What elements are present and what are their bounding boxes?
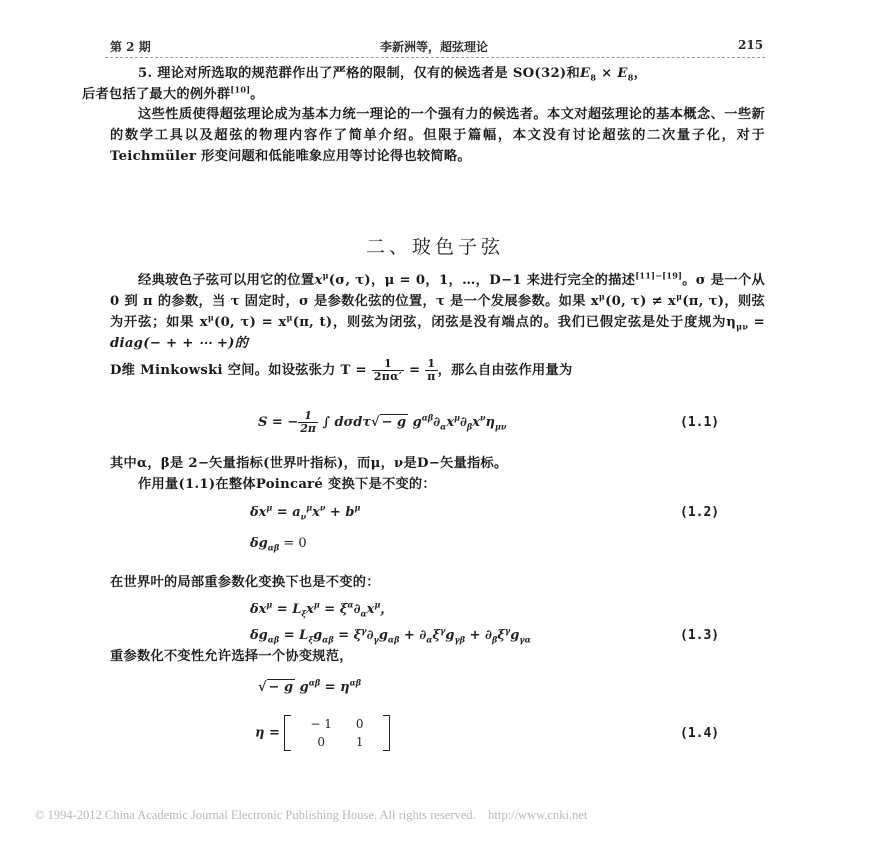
frac-den-2: π [427, 370, 436, 383]
eq-plus-b: + b [325, 505, 355, 520]
eq-dg: δg [250, 536, 268, 551]
item5-text: 5. 理论对所选取的规范群作出了严格的限制，仅有的候选者是 SO(32)和 [138, 66, 580, 81]
eq-x2: x [366, 602, 375, 617]
eq-ab2: αβ [349, 677, 362, 688]
tension-text-b: ，那么自由弦作用量为 [437, 363, 573, 378]
x-symbol: x [314, 273, 323, 288]
eq-ab-sub: αβ [267, 542, 280, 553]
eq-ab: αβ [308, 677, 321, 688]
equation-1-3a: $\delta x^\mu = L_\xi x^\mu = \xi^\alpha\partial_\alpha x^\mu$， [250, 599, 394, 619]
paragraph-poincare: 作用量(1.1)在整体Poincaré 变换下是不变的： [138, 477, 436, 492]
eq-g4: g [510, 628, 520, 643]
paragraph-local: 在世界叶的局部重参数化变换下也是不变的： [110, 575, 380, 590]
paragraph-gauge-text: 重参数化不变性允许选择一个协变规范， [110, 649, 353, 664]
copyright-footer [35, 808, 587, 823]
eq-plus-partial-2: + ∂ [465, 628, 492, 643]
eq-dg: δg [250, 628, 268, 643]
eq-sub: ν [300, 511, 307, 522]
eq-L: = L [272, 602, 302, 617]
eq-mu: μ [266, 599, 273, 610]
equals: = [404, 363, 426, 378]
eq-sup: μ [266, 502, 273, 513]
eq-lhs: S = − [258, 415, 299, 430]
matrix-cell: − 1 [310, 717, 332, 731]
eq-alpha: α [426, 634, 433, 645]
eta-lhs: η = [255, 725, 285, 741]
equation-1-4a [258, 677, 362, 695]
eq-a-sub: α [440, 421, 447, 432]
page-number: 215 [738, 38, 764, 52]
paragraph-item-5: 5. 理论对所选取的规范群作出了严格的限制，仅有的候选者是 SO(32)和$E_8 \times E_8$， 后者包括了最大的例外群[10]。 [82, 66, 648, 102]
citation: [10] [230, 84, 251, 95]
fraction-tension-1 [372, 358, 404, 383]
item5-end: 。 [250, 87, 264, 102]
eq-partial-2: ∂ [459, 415, 467, 430]
times-symbol: × [596, 66, 618, 81]
item5-text-2: 后者包括了最大的例外群 [82, 87, 231, 102]
eq-g: g [313, 628, 323, 643]
diag-metric: = diag(− + + ⋯ +)的 [110, 315, 765, 351]
paragraph-tension [110, 358, 765, 383]
eq-munu-sub: μν [494, 421, 507, 432]
eq-g3: g [445, 628, 455, 643]
eq-beta: β [491, 634, 498, 645]
eq-eta: η [485, 415, 495, 430]
eq-partial: ∂ [433, 415, 441, 430]
metric-matrix [284, 715, 389, 751]
eq-eta: = η [320, 680, 350, 695]
eq-ga: γα [519, 634, 531, 645]
eq-g2: g [378, 628, 388, 643]
eq-dx: δx [250, 602, 267, 617]
eq-frac-den: 2π [300, 422, 316, 435]
e8-symbol-2: E [617, 66, 628, 81]
eq-ab: αβ [267, 634, 280, 645]
eq-zero: = 0 [279, 536, 307, 551]
eq-x: x [446, 415, 455, 430]
eq-comma: ， [380, 602, 394, 617]
paragraph-summary: 这些性质使得超弦理论成为基本力统一理论的一个强有力的候选者。本文对超弦理论的基本概念、一些新的数学工具以及超弦的物理内容作了简单介绍。但限于篇幅，本文没有讨论超弦的二次量子化，对于Teichmüler 形变问题和低能唯象应用等讨论得也较简略。 [110, 107, 765, 164]
eq-g: g [295, 680, 309, 695]
eq-fraction [298, 410, 318, 435]
eq-ab-sup: αβ [421, 412, 434, 423]
fraction-tension-2 [425, 358, 437, 383]
eq-dx: δx [250, 505, 267, 520]
eq-sup2: μ [306, 502, 313, 513]
sqrt-arg: − g [268, 680, 294, 695]
equation-1-2a [250, 502, 361, 522]
equation-number-1-2: (1.2) [680, 505, 720, 520]
intro-text-c: (0, τ) ≠ x [605, 294, 677, 309]
eq-xi-sub: ξ [308, 634, 314, 645]
matrix-cell: 0 [355, 717, 364, 731]
running-title: 李新洲等，超弦理论 [380, 40, 489, 54]
eq-frac-num: 1 [298, 410, 318, 423]
mu-range: ，μ = 0，1，…，D−1 来进行完全的描述 [370, 273, 636, 288]
eq-xi: = ξ [319, 602, 348, 617]
eq-x: x [306, 602, 314, 617]
paragraph-intro: 经典玻色子弦可以用它的位置$x^\mu(\sigma$, τ)，μ = 0，1，…，D−1 来进行完全的描述[11]−[19]。σ 是一个从 0 到 π 的参数，当 τ 固定时，σ 是参数化弦的位置，τ 是一个发展参数。如果 $x^\mu(0$, $\tau) \ne x^\mu(\pi$, τ)，则弦为开弦；如果 $x^\mu(0$, $\tau) = x^\mu(\pi$, t)，则弦为闭弦，闭弦是没有端点的。我们已假定弦是处于度规为$\eta_{\mu\nu}$ = diag(− + + ⋯ +)的 [110, 270, 766, 351]
eq-x-2: x [472, 415, 480, 430]
cnki-link[interactable]: http://www.cnki.net [488, 808, 588, 822]
eq-integral: ∫ dσdτ√ [317, 415, 380, 430]
eq-partial: ∂ [366, 628, 374, 643]
sqrt-symbol: √ [258, 680, 267, 695]
frac-den: 2πα′ [373, 370, 403, 383]
eq-L: = L [279, 628, 309, 643]
eq-xi: = ξ [333, 628, 362, 643]
header-rule [105, 57, 765, 58]
intro-text-e: (0, τ) = x [214, 315, 287, 330]
intro-text: 经典玻色子弦可以用它的位置 [138, 273, 315, 288]
equation-1-1 [258, 410, 506, 435]
intro-text-f: (π, t)，则弦为闭弦，闭弦是没有端点的。我们已假定弦是处于度规为η [292, 315, 737, 330]
bracket-right [383, 715, 390, 751]
eta-sub: μν [736, 321, 749, 332]
equation-1-3b: $\delta g_{\alpha\beta} = L_\xi g_{\alpha\beta} = \xi^\gamma\partial_\gamma g_{\alpha\beta} + \partial_\alpha\xi^\gamma g_{\gamma\beta} + \partial_\beta\xi^\gamma g_{\gamma\alpha}$ [250, 625, 531, 645]
args: (σ, τ) [328, 273, 371, 288]
eq-xi3: ξ [497, 628, 505, 643]
eq-gamma: γ [361, 625, 367, 636]
mu-sup: μ [322, 270, 329, 281]
frac-num: 1 [372, 358, 404, 371]
e8-symbol: E [579, 66, 591, 81]
citation-range: [11]−[19] [635, 270, 683, 281]
section-title: 二、玻色子弦 [365, 236, 504, 258]
eq-mu-sup: μ [454, 412, 460, 423]
frac-num-2: 1 [425, 358, 437, 371]
matrix-cell: 0 [317, 735, 325, 749]
eq-alpha: α [347, 599, 354, 610]
journal-issue: 第 2 期 [110, 40, 151, 54]
copyright-text: © 1994-2012 China Academic Journal Electronic Publishing House. All rights reserved. [35, 808, 476, 822]
equation-1-2b [250, 536, 307, 551]
intro-text-b: 。σ 是一个从 0 到 π 的参数，当 τ 固定时，σ 是参数化弦的位置，τ 是一个发展参数。如果 x [110, 273, 766, 309]
eq-xi-sub: ξ [301, 608, 307, 619]
eq-partial: ∂ [353, 602, 361, 617]
eq-b-sub: β [466, 421, 473, 432]
paragraph-indices: 其中α，β是 2−矢量指标(世界叶指标)，而μ，ν是D−矢量指标。 [110, 456, 508, 471]
eq-xi2: ξ [432, 628, 441, 643]
bracket-left [284, 715, 291, 751]
eq-x: x [312, 505, 320, 520]
equation-number-1-4: (1.4) [680, 726, 720, 741]
tension-text: D维 Minkowski 空间。如设弦张力 T = [110, 363, 372, 378]
equation-1-4b [255, 715, 390, 751]
equation-number-1-3: (1.3) [680, 628, 720, 643]
matrix-cell: 1 [355, 735, 364, 749]
equation-number-1-1: (1.1) [680, 415, 720, 430]
eq-g: g [408, 415, 422, 430]
intro-text-d: (π, τ)，则弦为开弦；如果 x [110, 294, 765, 330]
eq-nu: ν [319, 502, 326, 513]
eq-plus-partial: + ∂ [399, 628, 427, 643]
eq-a: = a [272, 505, 301, 520]
eq-nu-sup: ν [479, 412, 486, 423]
eq-gb: γβ [454, 634, 466, 645]
eq-bmu: μ [354, 502, 361, 513]
eq-sqrt-arg: − g [381, 415, 407, 430]
